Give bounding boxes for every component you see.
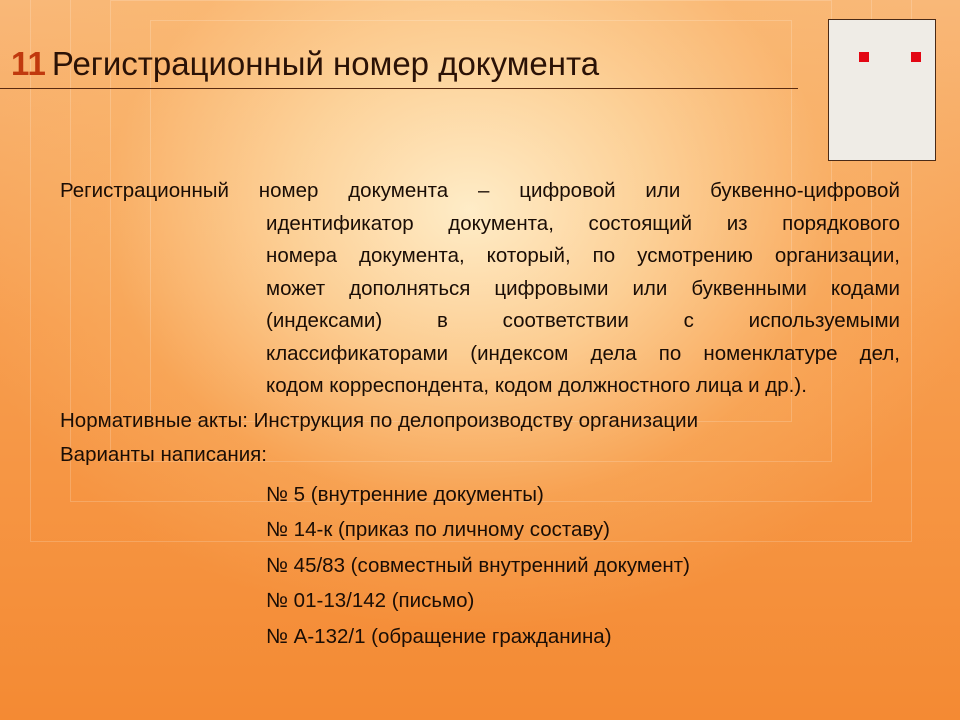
variants-list <box>266 477 900 655</box>
definition-first-line <box>60 175 900 208</box>
definition-text <box>266 208 900 403</box>
definition-word: – <box>478 179 490 202</box>
definition-word: документа <box>348 179 449 202</box>
normative-acts-row <box>60 405 900 438</box>
red-square-marker <box>911 52 921 62</box>
slide-body <box>60 175 900 654</box>
definition-word: номер <box>258 179 319 202</box>
list-item: № А-132/1 (обращение гражданина) <box>266 624 612 648</box>
slide-title <box>11 44 599 84</box>
list-item: № 5 (внутренние документы) <box>266 482 544 506</box>
normative-acts-label: Нормативные акты: <box>60 408 248 432</box>
definition-line: (индексами) в соответствии с используемыми <box>266 309 900 332</box>
slide-number: 11 <box>11 45 46 82</box>
definition-line: номера документа, который, по усмотрению организации, <box>266 244 900 267</box>
definition-line: может дополняться цифровыми или буквенными кодами <box>266 276 900 300</box>
variants-label: Варианты написания: <box>60 443 267 466</box>
list-item: № 14-к (приказ по личному составу) <box>266 518 610 541</box>
definition-term: Регистрационный <box>60 179 229 202</box>
list-item: № 01-13/142 (письмо) <box>266 589 475 612</box>
definition-line: кодом корреспондента, кодом должностного лица и др.). <box>266 374 807 397</box>
definition-word: буквенно-цифровой <box>710 179 900 202</box>
definition-word: цифровой <box>519 179 616 202</box>
red-square-marker <box>859 52 869 62</box>
list-item: № 45/83 (совместный внутренний документ) <box>266 553 690 577</box>
title-divider <box>0 88 798 89</box>
definition-word: или <box>645 179 681 202</box>
slide-title-text: Регистрационный номер документа <box>51 45 600 82</box>
normative-acts-value: Инструкция по делопроизводству организации <box>253 408 699 432</box>
corner-decoration <box>828 19 936 161</box>
definition-line: классификаторами (индексом дела по номенклатуре дел, <box>266 341 900 365</box>
definition-line: идентификатор документа, состоящий из порядкового <box>266 211 900 235</box>
